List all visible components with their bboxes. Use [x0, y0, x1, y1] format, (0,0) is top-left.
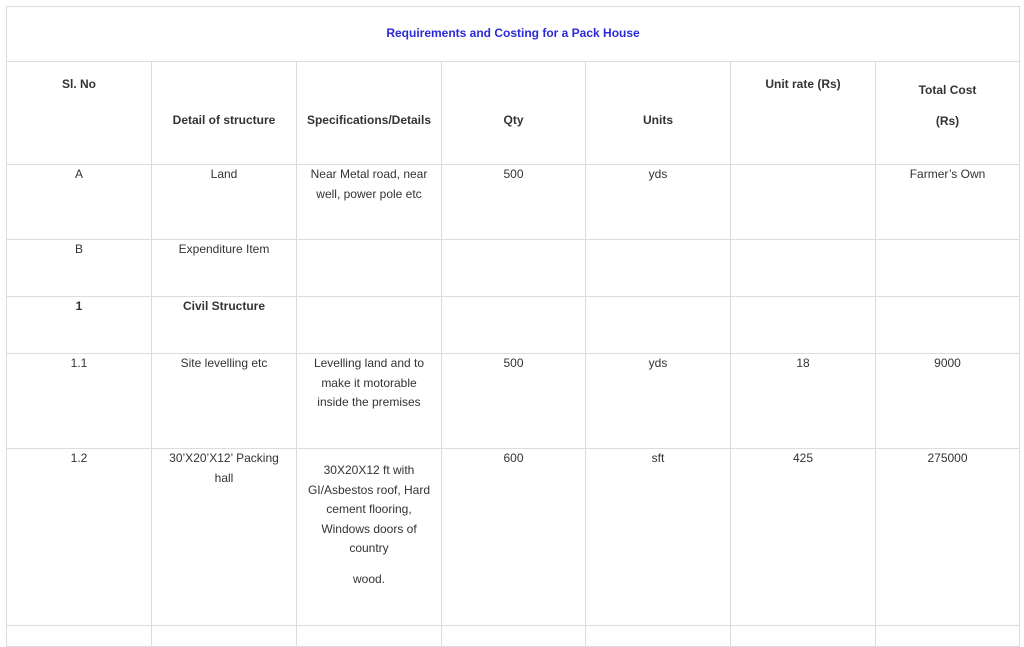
cell-empty: [7, 626, 152, 647]
cell-empty: [731, 626, 876, 647]
table-row: [7, 165, 1020, 240]
cell-rate: 18: [731, 354, 876, 449]
cell-spec: [297, 240, 442, 297]
cell-units: [586, 297, 731, 354]
table-row: [7, 240, 1020, 297]
header-total-cost-unit: (Rs): [935, 114, 960, 128]
cell-spec: [297, 297, 442, 354]
cell-sl: 1.2: [7, 449, 152, 626]
cell-empty: [297, 626, 442, 647]
cell-spec: [297, 449, 442, 626]
header-sl-no: Sl. No: [7, 62, 152, 165]
header-total-cost: [876, 62, 1020, 165]
table-row: [7, 626, 1020, 647]
cell-rate: 425: [731, 449, 876, 626]
header-unit-rate: Unit rate (Rs): [731, 62, 876, 165]
cell-detail: Land: [152, 165, 297, 240]
table-row: [7, 354, 1020, 449]
cell-total: 275000: [876, 449, 1020, 626]
cell-detail: Site levelling etc: [152, 354, 297, 449]
header-qty: Qty: [442, 62, 586, 165]
table-row: [7, 297, 1020, 354]
cell-sl: 1: [7, 297, 152, 354]
cell-units: yds: [586, 165, 731, 240]
cell-spec: Near Metal road, near well, power pole etc: [297, 165, 442, 240]
cell-qty: 500: [442, 165, 586, 240]
cell-units: sft: [586, 449, 731, 626]
cell-rate: [731, 240, 876, 297]
cell-detail: Civil Structure: [152, 297, 297, 354]
cell-sl: 1.1: [7, 354, 152, 449]
cell-detail: Expenditure Item: [152, 240, 297, 297]
table-row: [7, 449, 1020, 626]
header-units: Units: [586, 62, 731, 165]
cell-spec-end: wood.: [352, 571, 386, 586]
title-row: [7, 7, 1020, 62]
cell-total: [876, 297, 1020, 354]
cell-sl: B: [7, 240, 152, 297]
cell-units: yds: [586, 354, 731, 449]
header-row: [7, 62, 1020, 165]
cell-spec-text: 30X20X12 ft with GI/Asbestos roof, Hard cement flooring, Windows doors of country: [307, 463, 431, 555]
cell-rate: [731, 297, 876, 354]
cell-qty: [442, 240, 586, 297]
cell-spec: Levelling land and to make it motorable inside the premises: [297, 354, 442, 449]
cell-total: Farmer’s Own: [876, 165, 1020, 240]
cell-detail: 30’X20’X12’ Packing hall: [152, 449, 297, 626]
cell-qty: 600: [442, 449, 586, 626]
cell-empty: [152, 626, 297, 647]
cell-units: [586, 240, 731, 297]
cell-empty: [876, 626, 1020, 647]
cell-qty: 500: [442, 354, 586, 449]
cell-sl: A: [7, 165, 152, 240]
cell-total: [876, 240, 1020, 297]
cell-rate: [731, 165, 876, 240]
header-detail: Detail of structure: [152, 62, 297, 165]
cell-empty: [586, 626, 731, 647]
cell-empty: [442, 626, 586, 647]
table-title: Requirements and Costing for a Pack House: [7, 7, 1020, 62]
cell-qty: [442, 297, 586, 354]
header-spec: Specifications/Details: [297, 62, 442, 165]
cell-total: 9000: [876, 354, 1020, 449]
costing-table: [6, 6, 1020, 647]
header-total-cost-label: Total Cost: [918, 83, 977, 97]
